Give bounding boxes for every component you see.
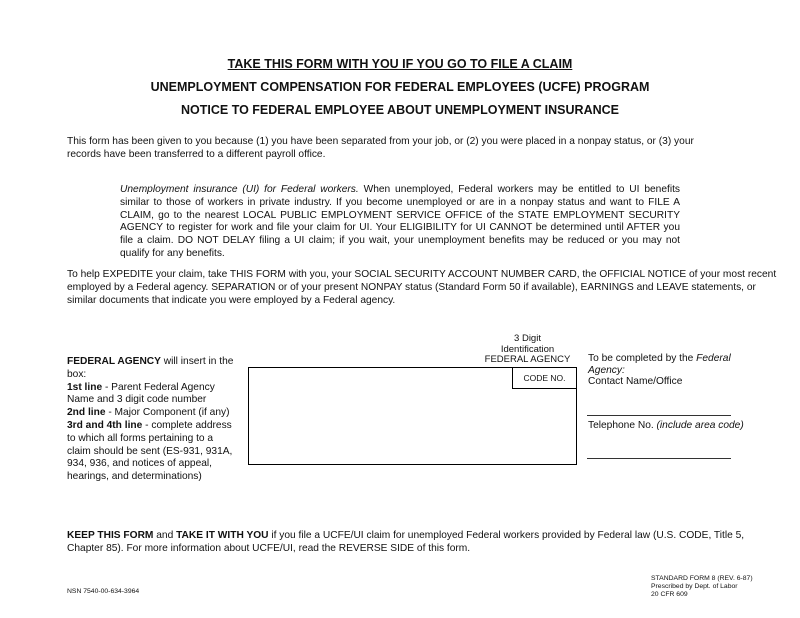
keep-t1: and bbox=[153, 530, 177, 541]
telephone-line[interactable] bbox=[587, 458, 731, 459]
line2-text: - Major Component (if any) bbox=[105, 407, 230, 419]
heading-notice: NOTICE TO FEDERAL EMPLOYEE ABOUT UNEMPLOYMENT INSURANCE bbox=[181, 103, 619, 117]
contact-agency: Federal Agency: bbox=[588, 353, 731, 376]
sf-line2: Prescribed by Dept. of Labor bbox=[651, 583, 738, 591]
keep-b1: KEEP THIS FORM bbox=[67, 530, 154, 541]
line2-label: 2nd line bbox=[67, 407, 106, 419]
contact-name-line[interactable] bbox=[587, 415, 731, 416]
agency-instructions bbox=[67, 356, 237, 484]
ui-paragraph-lead: Unemployment insurance (UI) for Federal workers. bbox=[120, 184, 359, 195]
keep-b2: TAKE IT WITH YOU bbox=[176, 530, 269, 541]
heading-ucfe-program: UNEMPLOYMENT COMPENSATION FOR FEDERAL EMPLOYEES (UCFE) PROGRAM bbox=[150, 80, 650, 94]
expedite-paragraph: To help EXPEDITE your claim, take THIS FORM with you, your SOCIAL SECURITY ACCOUNT NUMBER CARD, the OFFICIAL NOTICE of your most recent employed by a Federal agency. SEPARATION or of your present NONPAY status (Standard Form 50 if available), EARNINGS and LEAVE statements, or similar documents that indicate you were employed by a Federal agency. bbox=[67, 269, 777, 306]
code-no-box[interactable]: CODE NO. bbox=[512, 368, 576, 389]
three-digit-line1: 3 Digit bbox=[514, 333, 541, 344]
keep-paragraph bbox=[67, 530, 767, 556]
agency-instructions-title: FEDERAL AGENCY bbox=[67, 356, 161, 367]
ui-paragraph bbox=[120, 184, 680, 261]
agency-instructions-title-rest: will insert in the box: bbox=[67, 356, 234, 380]
nsn-number: NSN 7540-00-634-3964 bbox=[67, 588, 140, 595]
contact-section bbox=[588, 353, 768, 388]
contact-prefix: To be completed by the bbox=[588, 353, 697, 364]
three-digit-line3: FEDERAL AGENCY bbox=[484, 354, 571, 365]
ui-paragraph-body: When unemployed, Federal workers may be entitled to UI benefits similar to those of workers in private industry. If you become unemployed or are in a nonpay status and want to FILE A CLAIM, go to the nearest LOCAL PUBLIC EMPLOYMENT SERVICE OFFICE of the STATE EMPLOYMENT SECURITY AGENCY to register for work and file your claim for UI. Your ELIGIBILITY for UI CANNOT be determined until AFTER you file a claim. DO NOT DELAY filing a UI claim; if you wait, your unemployment benefits may be reduced or you may not qualify for any benefits. bbox=[120, 184, 681, 259]
telephone-label bbox=[588, 420, 778, 433]
agency-address-box[interactable] bbox=[248, 367, 577, 465]
standard-form-info bbox=[651, 575, 753, 600]
heading-take-form: TAKE THIS FORM WITH YOU IF YOU GO TO FILE A CLAIM bbox=[227, 57, 573, 71]
telephone-hint: (include area code) bbox=[656, 420, 744, 431]
three-digit-id-label bbox=[480, 334, 575, 366]
sf-line1: STANDARD FORM 8 (REV. 6-87) bbox=[651, 575, 753, 582]
three-digit-line2: Identification bbox=[500, 343, 555, 355]
line1-text: - Parent Federal Agency Name and 3 digit code number bbox=[67, 381, 215, 406]
contact-name-label: Contact Name/Office bbox=[588, 376, 683, 387]
telephone-text: Telephone No. bbox=[588, 420, 657, 431]
line1-label: 1st line bbox=[67, 381, 103, 393]
line34-text: - complete address to which all forms pertaining to a claim should be sent (ES-931, 931A, 934, 936, and notices of appeal, hearings, and determinations) bbox=[67, 419, 233, 483]
intro-paragraph: This form has been given to you because (1) you have been separated from your job, or (2) you were placed in a nonpay status, or (3) your records have been transferred to a different payroll office. bbox=[67, 136, 694, 160]
sf-line3: 20 CFR 609 bbox=[651, 591, 688, 599]
keep-t2: if you file a UCFE/UI claim for unemployed Federal workers provided by Federal law (U.S. CODE, Title 5, Chapter 85). For more information about UCFE/UI, read the REVERSE SIDE of this form. bbox=[67, 530, 745, 554]
line34-label: 3rd and 4th line bbox=[67, 419, 143, 431]
